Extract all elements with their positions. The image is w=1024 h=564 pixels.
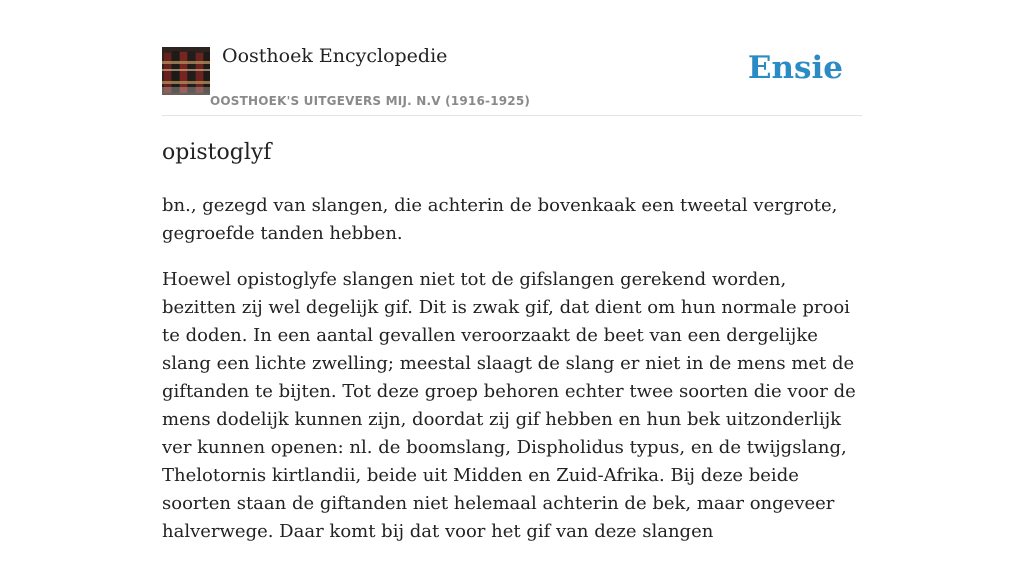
encyclopedia-books-icon[interactable] (162, 47, 210, 95)
source-subtitle: OOSTHOEK'S UITGEVERS MIJ. N.V (1916-1925) (210, 94, 531, 108)
article-title: opistoglyf (162, 140, 272, 165)
article-body (162, 192, 862, 564)
article-paragraph: Hoewel opistoglyfe slangen niet tot de gifslangen gerekend worden, bezitten zij wel degelijk gif. Dit is zwak gif, dat dient om hun normale prooi te doden. In een aantal gevallen veroorzaakt de beet van een dergelijke slang een lichte zwelling; meestal slaagt de slang er niet in de mens met de giftanden te bijten. Tot deze groep behoren echter twee soorten die voor de mens dodelijk kunnen zijn, doordat zij gif hebben en hun bek uitzonderlijk ver kunnen openen: nl. de boomslang, Dispholidus typus, en de twijgslang, Thelotornis kirtlandii, beide uit Midden en Zuid-Afrika. Bij deze beide soorten staan de giftanden niet helemaal achterin de bek, maar ongeveer halverwege. Daar komt bij dat voor het gif van deze slangen (162, 269, 856, 542)
source-header (162, 0, 862, 116)
article-paragraph: bn., gezegd van slangen, die achterin de bovenkaak een tweetal vergrote, gegroefde tanden hebben. (162, 195, 838, 244)
source-name[interactable]: Oosthoek Encyclopedie (222, 45, 448, 67)
brand-logo[interactable]: Ensie (747, 50, 843, 86)
